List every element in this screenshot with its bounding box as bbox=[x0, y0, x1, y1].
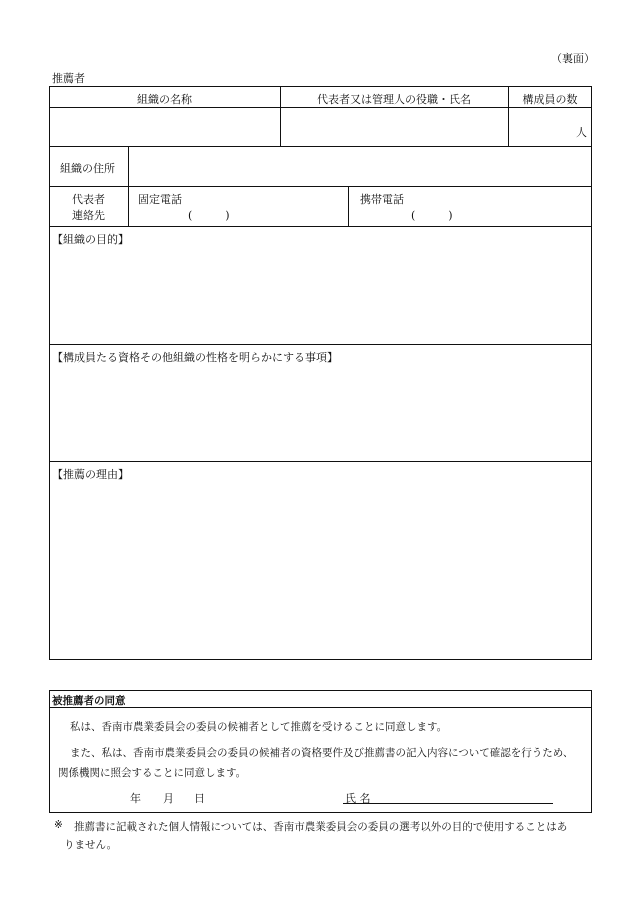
consent-name-underline bbox=[343, 803, 553, 804]
reason-label: 【推薦の理由】 bbox=[52, 468, 129, 481]
address-field[interactable] bbox=[129, 147, 591, 185]
consent-year: 年 bbox=[130, 792, 141, 805]
contact-row-bottom bbox=[49, 226, 592, 227]
footnote-line1: 推薦書に記載された個人情報については、香南市農業委員会の委員の選考以外の目的で使用することはあ bbox=[74, 821, 568, 833]
members-unit: 人 bbox=[576, 126, 587, 139]
landline-paren[interactable]: ( ) bbox=[188, 209, 230, 222]
consent-day: 日 bbox=[194, 792, 205, 805]
nature-label: 【構成員たる資格その他組織の性格を明らかにする事項】 bbox=[52, 351, 338, 364]
org-name-field[interactable] bbox=[50, 108, 279, 145]
nature-bottom bbox=[49, 461, 592, 462]
purpose-label: 【組織の目的】 bbox=[52, 233, 129, 246]
footnote-line2: りません。 bbox=[64, 839, 118, 851]
address-label: 組織の住所 bbox=[60, 162, 115, 175]
mobile-paren[interactable]: ( ) bbox=[411, 209, 453, 222]
purpose-bottom bbox=[49, 344, 592, 345]
nature-field[interactable] bbox=[50, 364, 591, 460]
page-side-label: （裏面） bbox=[551, 52, 595, 65]
landline-label: 固定電話 bbox=[138, 193, 182, 206]
consent-name-label: 氏 名 bbox=[345, 792, 371, 805]
rep-name-field[interactable] bbox=[281, 108, 507, 145]
reason-field[interactable] bbox=[50, 481, 591, 659]
footnote-mark: ※ bbox=[54, 819, 63, 831]
address-row-bottom bbox=[49, 186, 592, 187]
rep-contact-line2: 連絡先 bbox=[72, 209, 105, 222]
consent-para1: 私は、香南市農業委員会の委員の候補者として推薦を受けることに同意します。 bbox=[70, 721, 448, 733]
consent-para2-line1: また、私は、香南市農業委員会の委員の候補者の資格要件及び推薦書の記入内容について確認を行うため、 bbox=[70, 747, 574, 759]
consent-title-bottom bbox=[49, 707, 592, 708]
mobile-label: 携帯電話 bbox=[360, 193, 404, 206]
col-rep-name: 代表者又は管理人の役職・氏名 bbox=[317, 93, 471, 106]
col-members: 構成員の数 bbox=[522, 93, 578, 106]
rep-contact-line1: 代表者 bbox=[72, 193, 105, 206]
consent-name-field[interactable] bbox=[380, 786, 552, 802]
consent-title: 被推薦者の同意 bbox=[52, 695, 126, 707]
recommender-label: 推薦者 bbox=[52, 72, 85, 85]
col-org-name: 組織の名称 bbox=[137, 93, 192, 106]
consent-para2-line2: 関係機関に照会することに同意します。 bbox=[58, 767, 247, 779]
purpose-field[interactable] bbox=[50, 246, 591, 343]
consent-month: 月 bbox=[163, 792, 174, 805]
phone-divider bbox=[348, 186, 349, 226]
